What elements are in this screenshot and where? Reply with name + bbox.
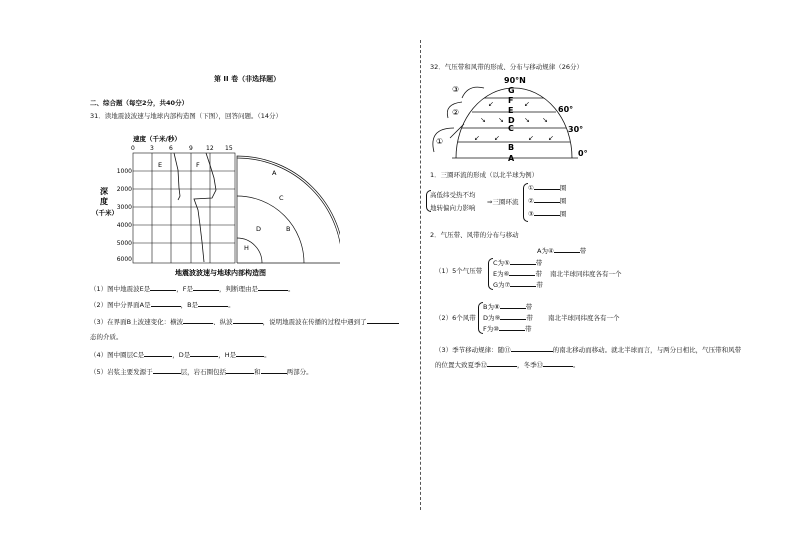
q31-sub4: （4）图中圈层C是 ，D是 ，H是 。 — [90, 351, 271, 359]
svg-text:0: 0 — [131, 145, 135, 152]
answer-blank[interactable] — [226, 367, 254, 374]
wind-belt-b: B为⑧ 带 — [483, 303, 533, 311]
answer-blank[interactable] — [534, 183, 560, 190]
cell-item-3: ③ 圈 — [528, 210, 567, 218]
svg-text:5000: 5000 — [116, 240, 132, 247]
answer-blank[interactable] — [190, 350, 218, 357]
q31-sub1: （1）图中地震波E是 ，F是 ，判断理由是 。 — [90, 285, 295, 293]
q31-sub3: （3）在界面B上波速变化：横波 、纵波 ，说明地震波在传播的过程中遇到了 — [90, 317, 399, 326]
pressure-belt-a: A为④ 带 — [537, 247, 587, 255]
belt-labels — [508, 86, 515, 163]
earth-structure-sector — [237, 156, 340, 263]
svg-text:↙: ↙ — [548, 134, 554, 142]
answer-blank[interactable] — [258, 284, 288, 291]
svg-text:D: D — [508, 116, 515, 125]
q31-sub5: （5）岩浆主要发源于 层，岩石圈包括 和 两部分。 — [90, 368, 313, 376]
answer-blank[interactable] — [367, 317, 399, 324]
svg-text:↙: ↙ — [474, 134, 480, 142]
svg-text:↘: ↘ — [480, 116, 486, 124]
wind-belt-d: D为⑨ 带 — [483, 314, 533, 322]
svg-text:9: 9 — [189, 145, 193, 152]
svg-text:③: ③ — [452, 85, 460, 94]
q31-stem: 31．读地震波波速与地球内部构造图（下图），回答问题。（14分） — [90, 112, 283, 120]
depth-label-2: 度 — [100, 197, 108, 206]
answer-blank[interactable] — [500, 302, 526, 309]
depth-label-1: 深 — [100, 187, 108, 196]
cell-item-2: ② 圈 — [528, 197, 567, 205]
depth-unit: （千米） — [92, 209, 118, 217]
svg-text:↙: ↙ — [494, 134, 500, 142]
answer-blank[interactable] — [233, 317, 263, 324]
answer-blank[interactable] — [150, 284, 176, 291]
pressure-note: 南北半球同纬度各有一个 — [550, 270, 622, 278]
answer-blank[interactable] — [509, 269, 535, 276]
answer-blank[interactable] — [193, 284, 219, 291]
velocity-axis-label: 速度（千米/秒） — [133, 135, 181, 143]
svg-text:12: 12 — [206, 145, 214, 152]
answer-blank[interactable] — [144, 350, 172, 357]
svg-text:B: B — [508, 143, 515, 152]
svg-text:6: 6 — [169, 145, 173, 152]
answer-blank[interactable] — [261, 367, 287, 374]
svg-text:2000: 2000 — [116, 186, 132, 193]
pressure-belt-g: G为⑦ 带 — [493, 281, 543, 289]
q31-sub2: （2）图中分界面A是 ，B是 。 — [90, 301, 235, 309]
q31-sub3-cont: 态的介质。 — [90, 333, 123, 341]
chart-grid — [133, 153, 235, 263]
answer-blank[interactable] — [510, 258, 536, 265]
svg-text:1000: 1000 — [116, 168, 132, 175]
column-divider — [420, 40, 421, 510]
depth-ticks — [117, 168, 132, 263]
answer-blank[interactable] — [487, 360, 517, 367]
answer-blank[interactable] — [153, 367, 181, 374]
answer-blank[interactable] — [543, 360, 573, 367]
svg-text:①: ① — [436, 137, 444, 146]
svg-text:↙: ↙ — [528, 134, 534, 142]
answer-blank[interactable] — [534, 209, 560, 216]
svg-text:↘: ↘ — [498, 116, 504, 124]
svg-text:E: E — [508, 106, 514, 115]
answer-blank[interactable] — [534, 196, 560, 203]
svg-text:↙: ↙ — [488, 100, 494, 108]
pressure-belt-c: C为⑤ 带 — [493, 259, 543, 267]
svg-text:30°: 30° — [568, 125, 584, 134]
layer-label-h: H — [244, 244, 249, 252]
layer-label-d: D — [256, 225, 262, 233]
layer-label-b: B — [286, 225, 291, 233]
answer-blank[interactable] — [151, 300, 181, 307]
svg-text:15: 15 — [225, 145, 233, 152]
answer-blank[interactable] — [183, 317, 213, 324]
answer-blank[interactable] — [511, 345, 553, 352]
pressure-belt-e: E为⑥ 带 — [493, 270, 542, 278]
svg-text:60°: 60° — [558, 105, 574, 114]
svg-text:4000: 4000 — [116, 222, 132, 229]
seasonal-shift-line-1: （3）季节移动规律：随⑪ 的南北移动而移动。就北半球而言，与两分日相比，气压带和风带 — [435, 346, 742, 354]
three-cell-arrow: ⇒三圈环流 — [487, 198, 519, 206]
answer-blank[interactable] — [510, 280, 536, 287]
velocity-ticks — [131, 145, 233, 152]
q32-stem: 32．气压带和风带的形成、分布与移动规律（26分） — [430, 63, 584, 71]
cause-brace — [426, 190, 431, 212]
wave-curve-f — [194, 153, 216, 262]
svg-text:6000: 6000 — [116, 256, 132, 263]
svg-text:90°N: 90°N — [504, 76, 526, 85]
svg-text:G: G — [508, 86, 515, 95]
seasonal-shift-line-2: 的位置大致夏季⑫ ，冬季⑬ 。 — [435, 361, 580, 369]
part-title: 第 II 卷（非选择题） — [214, 75, 281, 83]
layer-label-a: A — [272, 169, 277, 177]
wind-note: 南北半球同纬度各有一个 — [548, 314, 620, 322]
seismic-wave-figure — [90, 130, 340, 280]
answer-blank[interactable] — [236, 350, 264, 357]
svg-text:C: C — [508, 124, 514, 133]
svg-text:②: ② — [452, 108, 460, 117]
cause-line-1: 高低纬受热不均 — [430, 191, 476, 199]
pressure-belts-intro: （1）5个气压带 — [435, 267, 483, 275]
layer-label-c: C — [279, 194, 284, 202]
svg-text:F: F — [508, 96, 514, 105]
section-heading: 二、综合题（每空2分，共40分） — [90, 99, 189, 107]
svg-text:3: 3 — [150, 145, 154, 152]
svg-text:↙: ↙ — [524, 100, 530, 108]
answer-blank[interactable] — [554, 246, 580, 253]
svg-text:↘: ↘ — [524, 116, 530, 124]
wave-curve-e — [174, 153, 180, 200]
wind-belt-f: F为⑩ 带 — [483, 325, 532, 333]
figure-caption: 地震波波速与地球内部构造图 — [175, 269, 266, 277]
wind-belts-intro: （2）6个风带 — [435, 314, 476, 322]
svg-text:↘: ↘ — [542, 116, 548, 124]
curve-label-f: F — [196, 161, 200, 169]
answer-blank[interactable] — [499, 324, 525, 331]
pressure-belt-diagram — [428, 72, 593, 164]
cause-line-2: 地转偏向力影响 — [430, 204, 476, 212]
svg-text:0°: 0° — [578, 149, 588, 158]
section-three-cell: 1．三圈环流的形成（以北半球为例） — [430, 171, 539, 179]
svg-text:3000: 3000 — [116, 204, 132, 211]
curve-label-e: E — [158, 161, 163, 169]
answer-blank[interactable] — [198, 300, 228, 307]
answer-blank[interactable] — [500, 313, 526, 320]
section-belt-distribution: 2．气压带、风带的分布与移动 — [430, 231, 519, 239]
cell-item-1: ① 圈 — [528, 184, 567, 192]
hemisphere-outline — [452, 88, 578, 158]
svg-text:A: A — [508, 154, 515, 163]
